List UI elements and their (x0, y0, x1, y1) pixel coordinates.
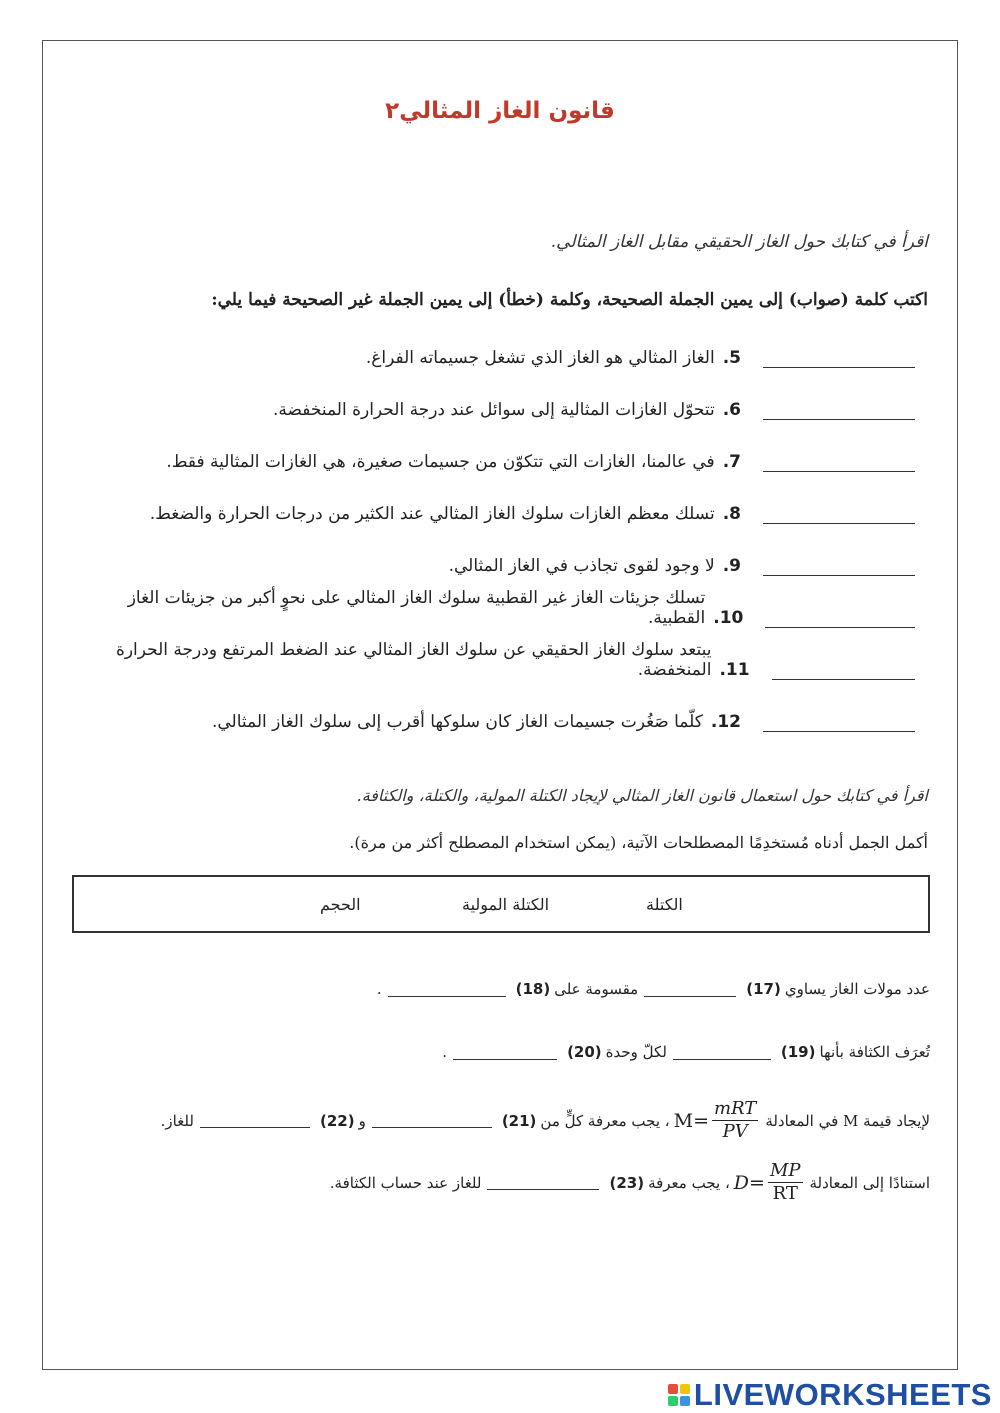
sentence-17-text-a: عدد مولات الغاز يساوي (784, 980, 930, 998)
statement-item (75, 640, 915, 680)
statement-item (75, 702, 915, 732)
statement-number: 5. (722, 348, 741, 368)
answer-blank-20[interactable] (453, 1045, 557, 1060)
blank-number-23: (23) (609, 1173, 645, 1192)
answer-blank-21[interactable] (372, 1113, 492, 1128)
answer-blank[interactable] (763, 553, 915, 576)
statement-item (75, 338, 915, 368)
answer-blank-17[interactable] (644, 982, 736, 997)
sentence-17-18 (377, 980, 930, 998)
statement-text: يبتعد سلوك الغاز الحقيقي عن سلوك الغاز المثالي عند الضغط المرتفع ودرجة الحرارة المنخفضة. (115, 640, 712, 680)
answer-blank[interactable] (763, 709, 915, 732)
sentence-23-end: للغاز عند حساب الكثافة. (329, 1173, 482, 1192)
blank-number-22: (22) (319, 1111, 355, 1130)
equation-d-numerator: MP (769, 1160, 801, 1181)
statement-text: تتحوّل الغازات المثالية إلى سوائل عند درجة الحرارة المنخفضة. (272, 400, 715, 420)
answer-blank[interactable] (772, 657, 915, 680)
sentence-23-text-b: ، يجب معرفة (648, 1173, 730, 1192)
sentence-21-end: للغاز. (160, 1111, 194, 1130)
reading-note-2: اقرأ في كتابك حول استعمال قانون الغاز المثالي لإيجاد الكتلة المولية، والكتلة، والكثافة. (356, 786, 928, 805)
answer-blank-23[interactable] (487, 1175, 599, 1190)
equation-d-left: D= (733, 1171, 765, 1194)
sentence-17-text-b: مقسومة على (554, 980, 639, 998)
statement-text: تسلك جزيئات الغاز غير القطبية سلوك الغاز المثالي على نحوٍ أكبر من جزيئات الغاز القطبية. (127, 588, 706, 628)
equation-m-numerator: mRT (714, 1098, 757, 1119)
answer-blank[interactable] (763, 501, 915, 524)
statement-item (75, 442, 915, 472)
statement-number: 12. (710, 712, 741, 732)
statement-number: 9. (722, 556, 741, 576)
blank-number-21: (21) (501, 1111, 537, 1130)
brand-name: LIVEWORKSHEETS (693, 1377, 992, 1412)
equation-m-fraction (712, 1098, 758, 1143)
statement-text: لا وجود لقوى تجاذب في الغاز المثالي. (448, 556, 715, 576)
statement-item (75, 494, 915, 524)
equation-molar-mass (674, 1098, 762, 1143)
page-title: قانون الغاز المثالي٢ (385, 98, 615, 124)
statement-number: 10. (713, 608, 744, 628)
statement-number: 7. (722, 452, 741, 472)
statement-text: كلّما صَغُرت جسيمات الغاز كان سلوكها أقرب إلى سلوك الغاز المثالي. (211, 712, 703, 732)
liveworksheets-logo-icon (668, 1382, 692, 1408)
liveworksheets-brand (668, 1377, 992, 1413)
term-mass: الكتلة (646, 895, 683, 914)
statement-item (75, 390, 915, 420)
term-molar-mass: الكتلة المولية (462, 895, 550, 914)
sentence-21-22 (161, 1098, 930, 1143)
sentence-19-end: . (442, 1043, 448, 1061)
statement-text: في عالمنا، الغازات التي تتكوّن من جسيمات صغيرة، هي الغازات المثالية فقط. (166, 452, 715, 472)
answer-blank[interactable] (763, 397, 915, 420)
answer-blank-18[interactable] (388, 982, 506, 997)
equation-m-denominator: PV (722, 1121, 748, 1142)
statement-number: 6. (722, 400, 741, 420)
equation-d-denominator: RT (772, 1183, 798, 1204)
statement-number: 11. (719, 660, 750, 680)
instruction-1: اكتب كلمة (صواب) إلى يمين الجملة الصحيحة، وكلمة (خطأ) إلى يمين الجملة غير الصحيحة فيما يلي: (211, 290, 928, 310)
answer-blank-22[interactable] (200, 1113, 310, 1128)
blank-number-17: (17) (746, 980, 781, 998)
sentence-21-text-a: لإيجاد قيمة M في المعادلة (765, 1111, 930, 1130)
instruction-2: أكمل الجمل أدناه مُستخدِمًا المصطلحات الآتية، (يمكن استخدام المصطلح أكثر من مرة). (349, 833, 928, 852)
sentence-21-text-b: ، يجب معرفة كلٍّ من (540, 1111, 670, 1130)
blank-number-18: (18) (515, 980, 551, 998)
sentence-17-end: . (376, 980, 382, 998)
answer-blank[interactable] (765, 605, 915, 628)
sentence-19-text-a: تُعرَف الكثافة بأنها (819, 1043, 930, 1061)
statement-text: تسلك معظم الغازات سلوك الغاز المثالي عند الكثير من درجات الحرارة والضغط. (149, 504, 715, 524)
answer-blank[interactable] (763, 449, 915, 472)
sentence-19-text-b: لكلّ وحدة (605, 1043, 667, 1061)
sentence-23 (330, 1160, 930, 1205)
answer-blank[interactable] (763, 345, 915, 368)
statement-item (75, 588, 915, 628)
statement-text: الغاز المثالي هو الغاز الذي تشغل جسيماته الفراغ. (365, 348, 715, 368)
blank-number-20: (20) (567, 1043, 602, 1061)
statement-item (75, 546, 915, 576)
terms-box (72, 875, 930, 933)
term-volume: الحجم (320, 895, 361, 914)
sentence-19-20 (442, 1043, 930, 1061)
equation-m-left: M= (673, 1109, 709, 1132)
equation-d-fraction (768, 1160, 803, 1205)
sentence-21-text-c: و (358, 1111, 366, 1130)
blank-number-19: (19) (780, 1043, 816, 1061)
equation-density (734, 1160, 806, 1205)
reading-note-1: اقرأ في كتابك حول الغاز الحقيقي مقابل الغاز المثالي. (550, 232, 928, 252)
sentence-23-text-a: استنادًا إلى المعادلة (809, 1173, 930, 1192)
statement-number: 8. (722, 504, 741, 524)
answer-blank-19[interactable] (673, 1045, 771, 1060)
